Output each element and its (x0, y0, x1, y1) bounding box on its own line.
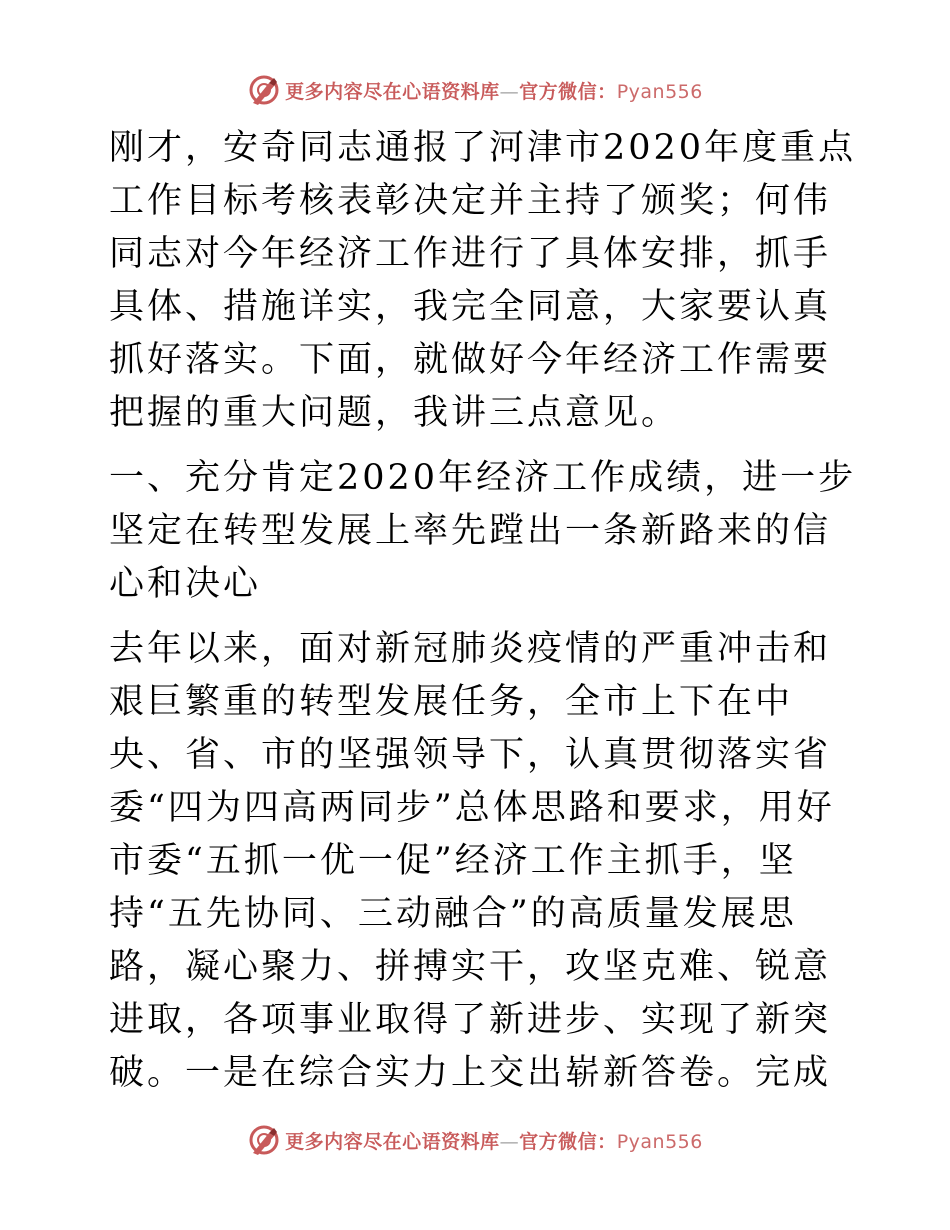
watermark-account: Pyan556 (616, 1130, 703, 1153)
watermark-prefix: 更多内容尽在心语资料库 (285, 80, 500, 103)
watermark-label: 官方微信： (519, 1130, 617, 1153)
watermark-text (285, 77, 703, 104)
pen-logo-icon (247, 73, 281, 107)
watermark-separator: — (499, 80, 520, 103)
section-heading-1: 一、充分肯定2020年经济工作成绩，进一步坚定在转型发展上率先蹚出一条新路来的信心和决心 (109, 458, 857, 604)
pen-logo-icon (247, 1123, 281, 1157)
watermark-account: Pyan556 (616, 80, 703, 103)
paragraph-intro: 刚才，安奇同志通报了河津市2020年度重点工作目标考核表彰决定并主持了颁奖；何伟同志对今年经济工作进行了具体安排，抓手具体、措施详实，我完全同意，大家要认真抓好落实。下面，就做好今年经济工作需要把握的重大问题，我讲三点意见。 (109, 128, 857, 433)
watermark-label: 官方微信： (519, 80, 617, 103)
watermark-banner-bottom (0, 1120, 950, 1160)
watermark-separator: — (499, 1130, 520, 1153)
paragraph-achievements: 去年以来，面对新冠肺炎疫情的严重冲击和艰巨繁重的转型发展任务，全市上下在中央、省、市的坚强领导下，认真贯彻落实省委“四为四高两同步”总体思路和要求，用好市委“五抓一优一促”经济工作主抓手，坚持“五先协同、三动融合”的高质量发展思路，凝心聚力、拼搏实干，攻坚克难、锐意进取，各项事业取得了新进步、实现了新突破。一是在综合实力上交出崭新答卷。完成 (109, 629, 835, 1093)
watermark-prefix: 更多内容尽在心语资料库 (285, 1130, 500, 1153)
document-body (97, 122, 857, 1100)
watermark-text (285, 1127, 703, 1154)
watermark-banner-top (0, 70, 950, 110)
